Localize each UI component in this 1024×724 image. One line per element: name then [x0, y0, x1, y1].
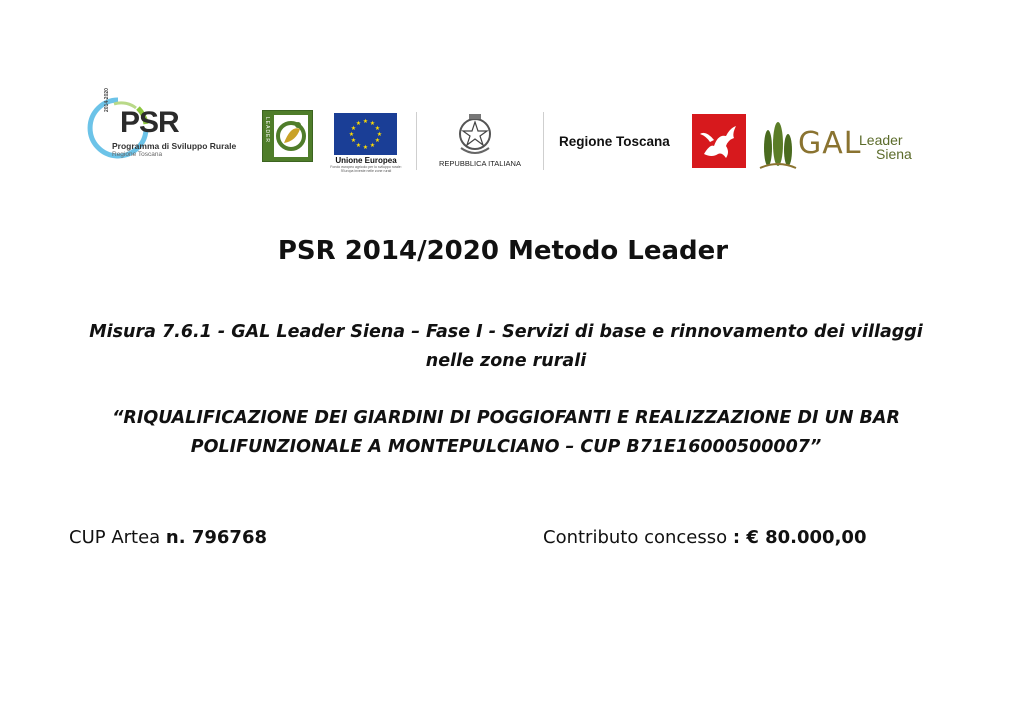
cup-value: n. 796768 — [165, 527, 267, 548]
project-title — [64, 404, 948, 462]
gal-logo — [758, 120, 918, 172]
cypress-trees-icon — [758, 120, 798, 172]
italian-emblem-icon — [455, 112, 495, 158]
leader-vertical-label: LEADER — [264, 117, 270, 144]
svg-text:★: ★ — [350, 137, 357, 144]
svg-text:★: ★ — [362, 144, 369, 151]
svg-text:★: ★ — [369, 120, 376, 127]
project-line-1: “RIQUALIFICAZIONE DEI GIARDINI DI POGGIOFANTI E REALIZZAZIONE DI UN BAR — [112, 408, 900, 428]
cup-label: CUP Artea — [69, 527, 166, 548]
svg-text:★: ★ — [348, 131, 355, 138]
leader-logo — [262, 110, 313, 162]
svg-text:★: ★ — [376, 131, 383, 138]
project-line-2: POLIFUNZIONALE A MONTEPULCIANO – CUP B71E16000500007” — [190, 437, 822, 457]
misura-line-2: nelle zone rurali — [425, 351, 587, 371]
psr-title: PSR — [120, 106, 179, 139]
svg-text:★: ★ — [350, 125, 357, 132]
regione-label: Regione Toscana — [559, 134, 670, 149]
misura-text — [64, 318, 948, 376]
leaf-icon — [274, 115, 308, 157]
contributo-label: Contributo concesso — [543, 527, 733, 548]
psr-subtitle: Programma di Sviluppo Rurale — [112, 141, 237, 151]
svg-text:★: ★ — [362, 118, 369, 125]
document-title: PSR 2014/2020 Metodo Leader — [277, 236, 729, 266]
gal-main: GAL — [798, 126, 862, 161]
gal-siena: Siena — [876, 146, 912, 162]
contributo — [543, 527, 866, 548]
eu-stars-icon — [334, 113, 397, 155]
logo-banner — [0, 0, 1024, 200]
gal-leader: Leader — [859, 132, 903, 148]
pegasus-icon — [692, 114, 746, 168]
psr-region: Regione Toscana — [112, 151, 163, 158]
psr-logo — [86, 88, 256, 166]
misura-line-1: Misura 7.6.1 - GAL Leader Siena – Fase I - Servizi di base e rinnovamento dei villaggi — [89, 322, 923, 342]
eu-small-text: Fondo europeo agricolo per lo sviluppo rurale: l'Europa investe nelle zone rurali — [330, 165, 402, 173]
contributo-value: : € 80.000,00 — [732, 527, 867, 548]
svg-text:★: ★ — [374, 125, 381, 132]
svg-text:★: ★ — [374, 137, 381, 144]
svg-text:★: ★ — [369, 142, 376, 149]
repubblica-label: REPUBBLICA ITALIANA — [439, 159, 521, 168]
eu-label: Unione Europea — [335, 156, 397, 165]
cup-artea — [69, 527, 267, 548]
logo-divider — [416, 112, 417, 170]
eu-flag-icon — [334, 113, 397, 155]
svg-text:★: ★ — [355, 120, 362, 127]
logo-divider — [543, 112, 544, 170]
svg-text:★: ★ — [355, 142, 362, 149]
leader-inner — [274, 115, 308, 157]
psr-years: 2014-2020 — [104, 88, 110, 112]
